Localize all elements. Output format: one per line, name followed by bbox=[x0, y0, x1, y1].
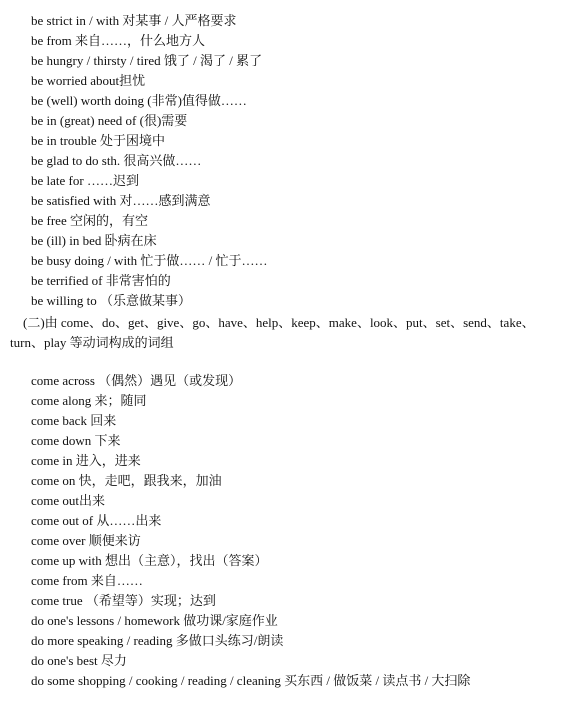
list-item: be (ill) in bed 卧病在床 bbox=[31, 233, 157, 248]
list-item: come back 回来 bbox=[31, 413, 117, 428]
list-item: come in 进入，进来 bbox=[31, 453, 141, 468]
list-item: come true （希望等）实现；达到 bbox=[31, 593, 216, 608]
list-item: come up with 想出（主意），找出（答案） bbox=[31, 553, 268, 568]
list-item: come across （偶然）遇见（或发现） bbox=[31, 373, 242, 388]
list-item: be satisfied with 对……感到满意 bbox=[31, 193, 211, 208]
list-item: be in trouble 处于困境中 bbox=[31, 133, 165, 148]
list-item: do more speaking / reading 多做口头练习/朗读 bbox=[31, 633, 284, 648]
list-item: do one's best 尽力 bbox=[31, 653, 127, 668]
list-item: do some shopping / cooking / reading / cleaning 买东西 / 做饭菜 / 读点书 / 大扫除 bbox=[31, 673, 471, 688]
section-heading-continued: turn、play 等动词构成的词组 bbox=[10, 335, 174, 350]
list-item: be worried about担忧 bbox=[31, 73, 146, 88]
list-item: be from 来自……，什么地方人 bbox=[31, 33, 206, 48]
list-item: be terrified of 非常害怕的 bbox=[31, 273, 171, 288]
list-item: come along 来；随同 bbox=[31, 393, 147, 408]
list-item: come out出来 bbox=[31, 493, 106, 508]
list-item: come out of 从……出来 bbox=[31, 513, 162, 528]
list-item: be strict in / with 对某事 / 人严格要求 bbox=[31, 13, 237, 28]
list-item: be (well) worth doing (非常)值得做…… bbox=[31, 93, 247, 108]
list-item: come down 下来 bbox=[31, 433, 121, 448]
list-item: come from 来自…… bbox=[31, 573, 143, 588]
list-item: be free 空闲的，有空 bbox=[31, 213, 148, 228]
list-item: be glad to do sth. 很高兴做…… bbox=[31, 153, 202, 168]
list-item: be hungry / thirsty / tired 饿了 / 渴了 / 累了 bbox=[31, 53, 263, 68]
list-item: come over 顺便来访 bbox=[31, 533, 141, 548]
list-item: be busy doing / with 忙于做…… / 忙于…… bbox=[31, 253, 268, 268]
section-heading: (二)由 come、do、get、give、go、have、help、keep、make、look、put、set、send、take、 bbox=[23, 315, 535, 330]
list-item: do one's lessons / homework 做功课/家庭作业 bbox=[31, 613, 278, 628]
list-item: be in (great) need of (很)需要 bbox=[31, 113, 188, 128]
list-item: be willing to （乐意做某事） bbox=[31, 293, 191, 308]
list-item: be late for ……迟到 bbox=[31, 173, 139, 188]
list-item: come on 快，走吧，跟我来，加油 bbox=[31, 473, 222, 488]
